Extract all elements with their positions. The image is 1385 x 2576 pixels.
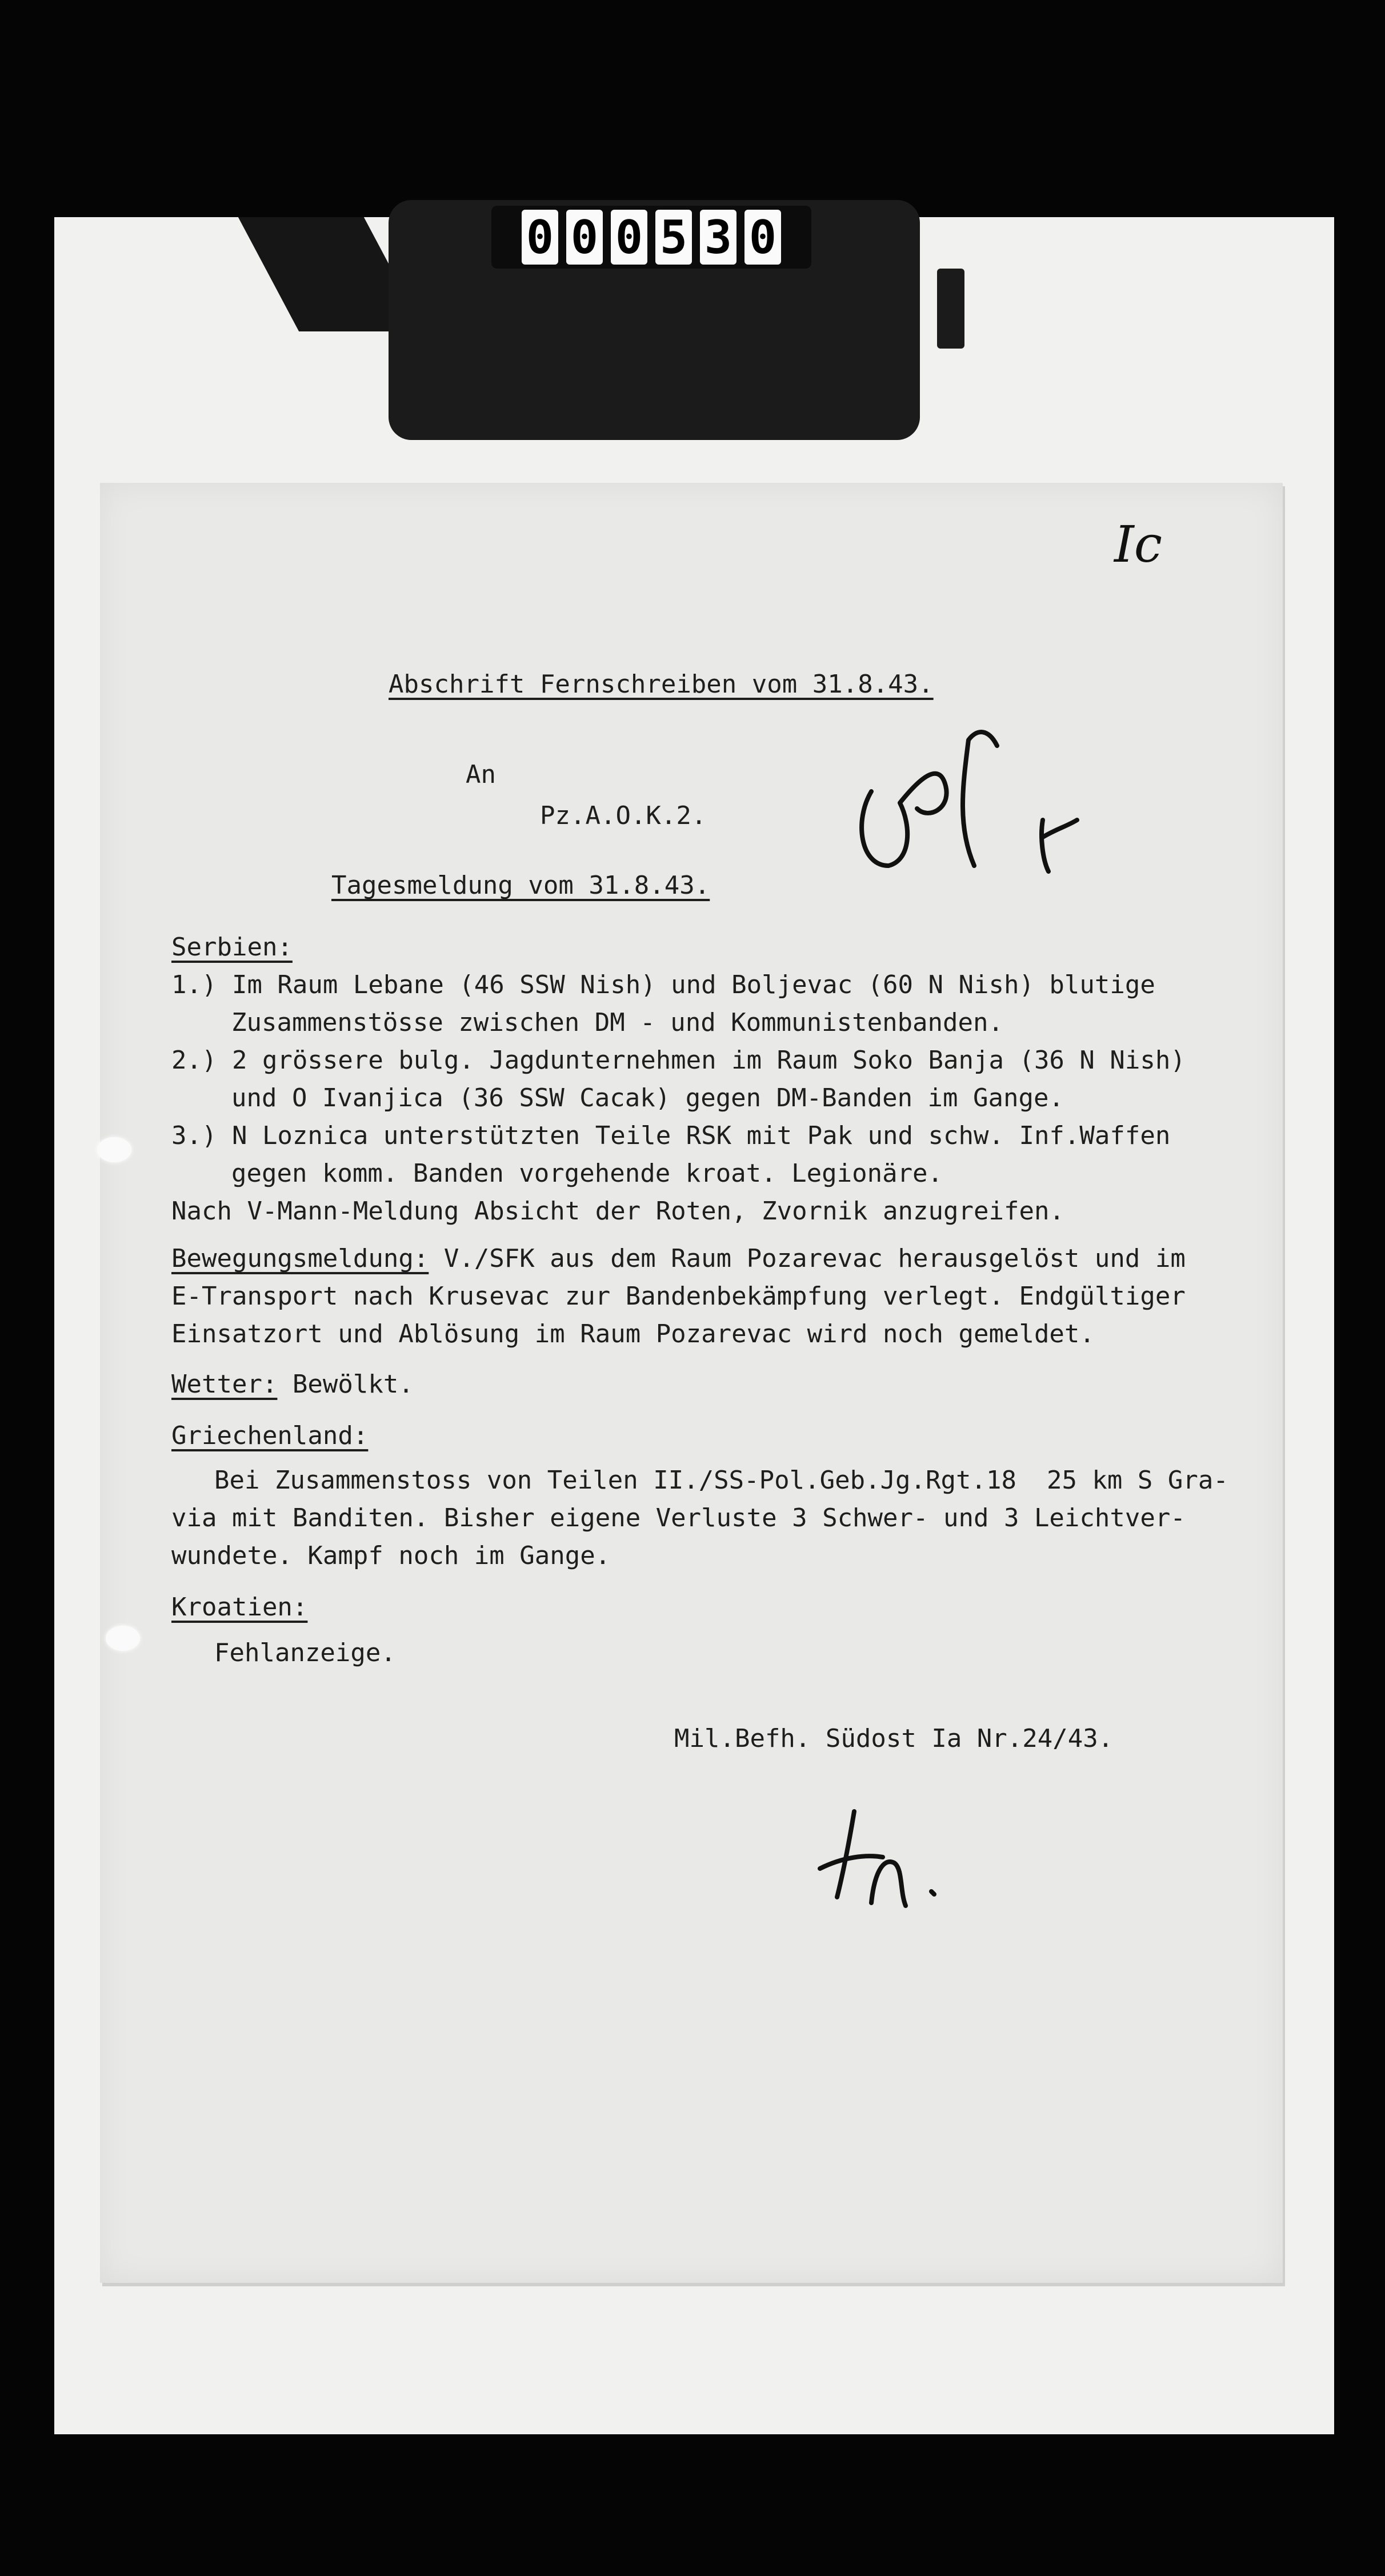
section-heading-griechenland: Griechenland:	[171, 1421, 369, 1450]
report-line: Bei Zusammenstoss von Teilen II./SS-Pol.Geb.Jg.Rgt.18 25 km S Gra-	[214, 1466, 1228, 1495]
counter-digit: 5	[655, 210, 692, 265]
report-line: Bewölkt.	[277, 1370, 414, 1399]
section-heading-bewegung: Bewegungsmeldung:	[171, 1244, 429, 1273]
report-line: 3.) N Loznica unterstützten Teile RSK mit Pak und schw. Inf.Waffen	[171, 1121, 1171, 1150]
report-paragraph-bewegung	[171, 1240, 1186, 1278]
report-line: Fehlanzeige.	[214, 1638, 396, 1667]
report-line: Einsatzort und Ablösung im Raum Pozarevac wird noch gemeldet.	[171, 1319, 1095, 1349]
section-heading-serbien: Serbien:	[171, 933, 293, 962]
report-line: via mit Banditen. Bisher eigene Verluste 3 Schwer- und 3 Leichtver-	[171, 1503, 1186, 1533]
report-line: Zusammenstösse zwischen DM - und Kommunistenbanden.	[231, 1008, 1004, 1037]
report-line: Nach V-Mann-Meldung Absicht der Roten, Zvornik anzugreifen.	[171, 1197, 1064, 1226]
handwritten-initials-top	[837, 677, 1100, 894]
report-line: gegen komm. Banden vorgehende kroat. Legionäre.	[231, 1159, 943, 1188]
report-line: und O Ivanjica (36 SSW Cacak) gegen DM-Banden im Gange.	[231, 1083, 1064, 1113]
report-paragraph-wetter	[171, 1366, 414, 1403]
counter-digit: 3	[700, 210, 736, 265]
document-title: Abschrift Fernschreiben vom 31.8.43.	[389, 670, 934, 699]
addressee: Pz.A.O.K.2.	[540, 801, 707, 830]
counter-tab	[937, 269, 964, 349]
margin-note: Ic	[1114, 515, 1163, 574]
section-heading-wetter: Wetter:	[171, 1370, 278, 1399]
report-line: wundete. Kampf noch im Gange.	[171, 1541, 611, 1570]
addressee-label: An	[466, 760, 496, 789]
punch-hole	[97, 1137, 131, 1162]
punch-hole	[106, 1626, 140, 1651]
counter-digit: 0	[522, 210, 558, 265]
report-line: V./SFK aus dem Raum Pozarevac herausgelöst und im	[429, 1244, 1186, 1273]
counter-digit: 0	[611, 210, 647, 265]
handwritten-initials-bottom	[803, 1800, 951, 1914]
counter-digit: 0	[566, 210, 603, 265]
report-line: E-Transport nach Krusevac zur Bandenbekämpfung verlegt. Endgültiger	[171, 1282, 1186, 1311]
counter-digit: 0	[744, 210, 781, 265]
document-sheet	[100, 483, 1283, 2283]
frame-counter	[491, 206, 811, 269]
section-heading-kroatien: Kroatien:	[171, 1593, 308, 1622]
report-line: 1.) Im Raum Lebane (46 SSW Nish) und Boljevac (60 N Nish) blutige	[171, 970, 1155, 999]
document-body	[100, 483, 1283, 2283]
office-reference: Mil.Befh. Südost Ia Nr.24/43.	[674, 1724, 1114, 1753]
report-line: 2.) 2 grössere bulg. Jagdunternehmen im Raum Soko Banja (36 N Nish)	[171, 1046, 1186, 1075]
report-title: Tagesmeldung vom 31.8.43.	[331, 871, 710, 900]
